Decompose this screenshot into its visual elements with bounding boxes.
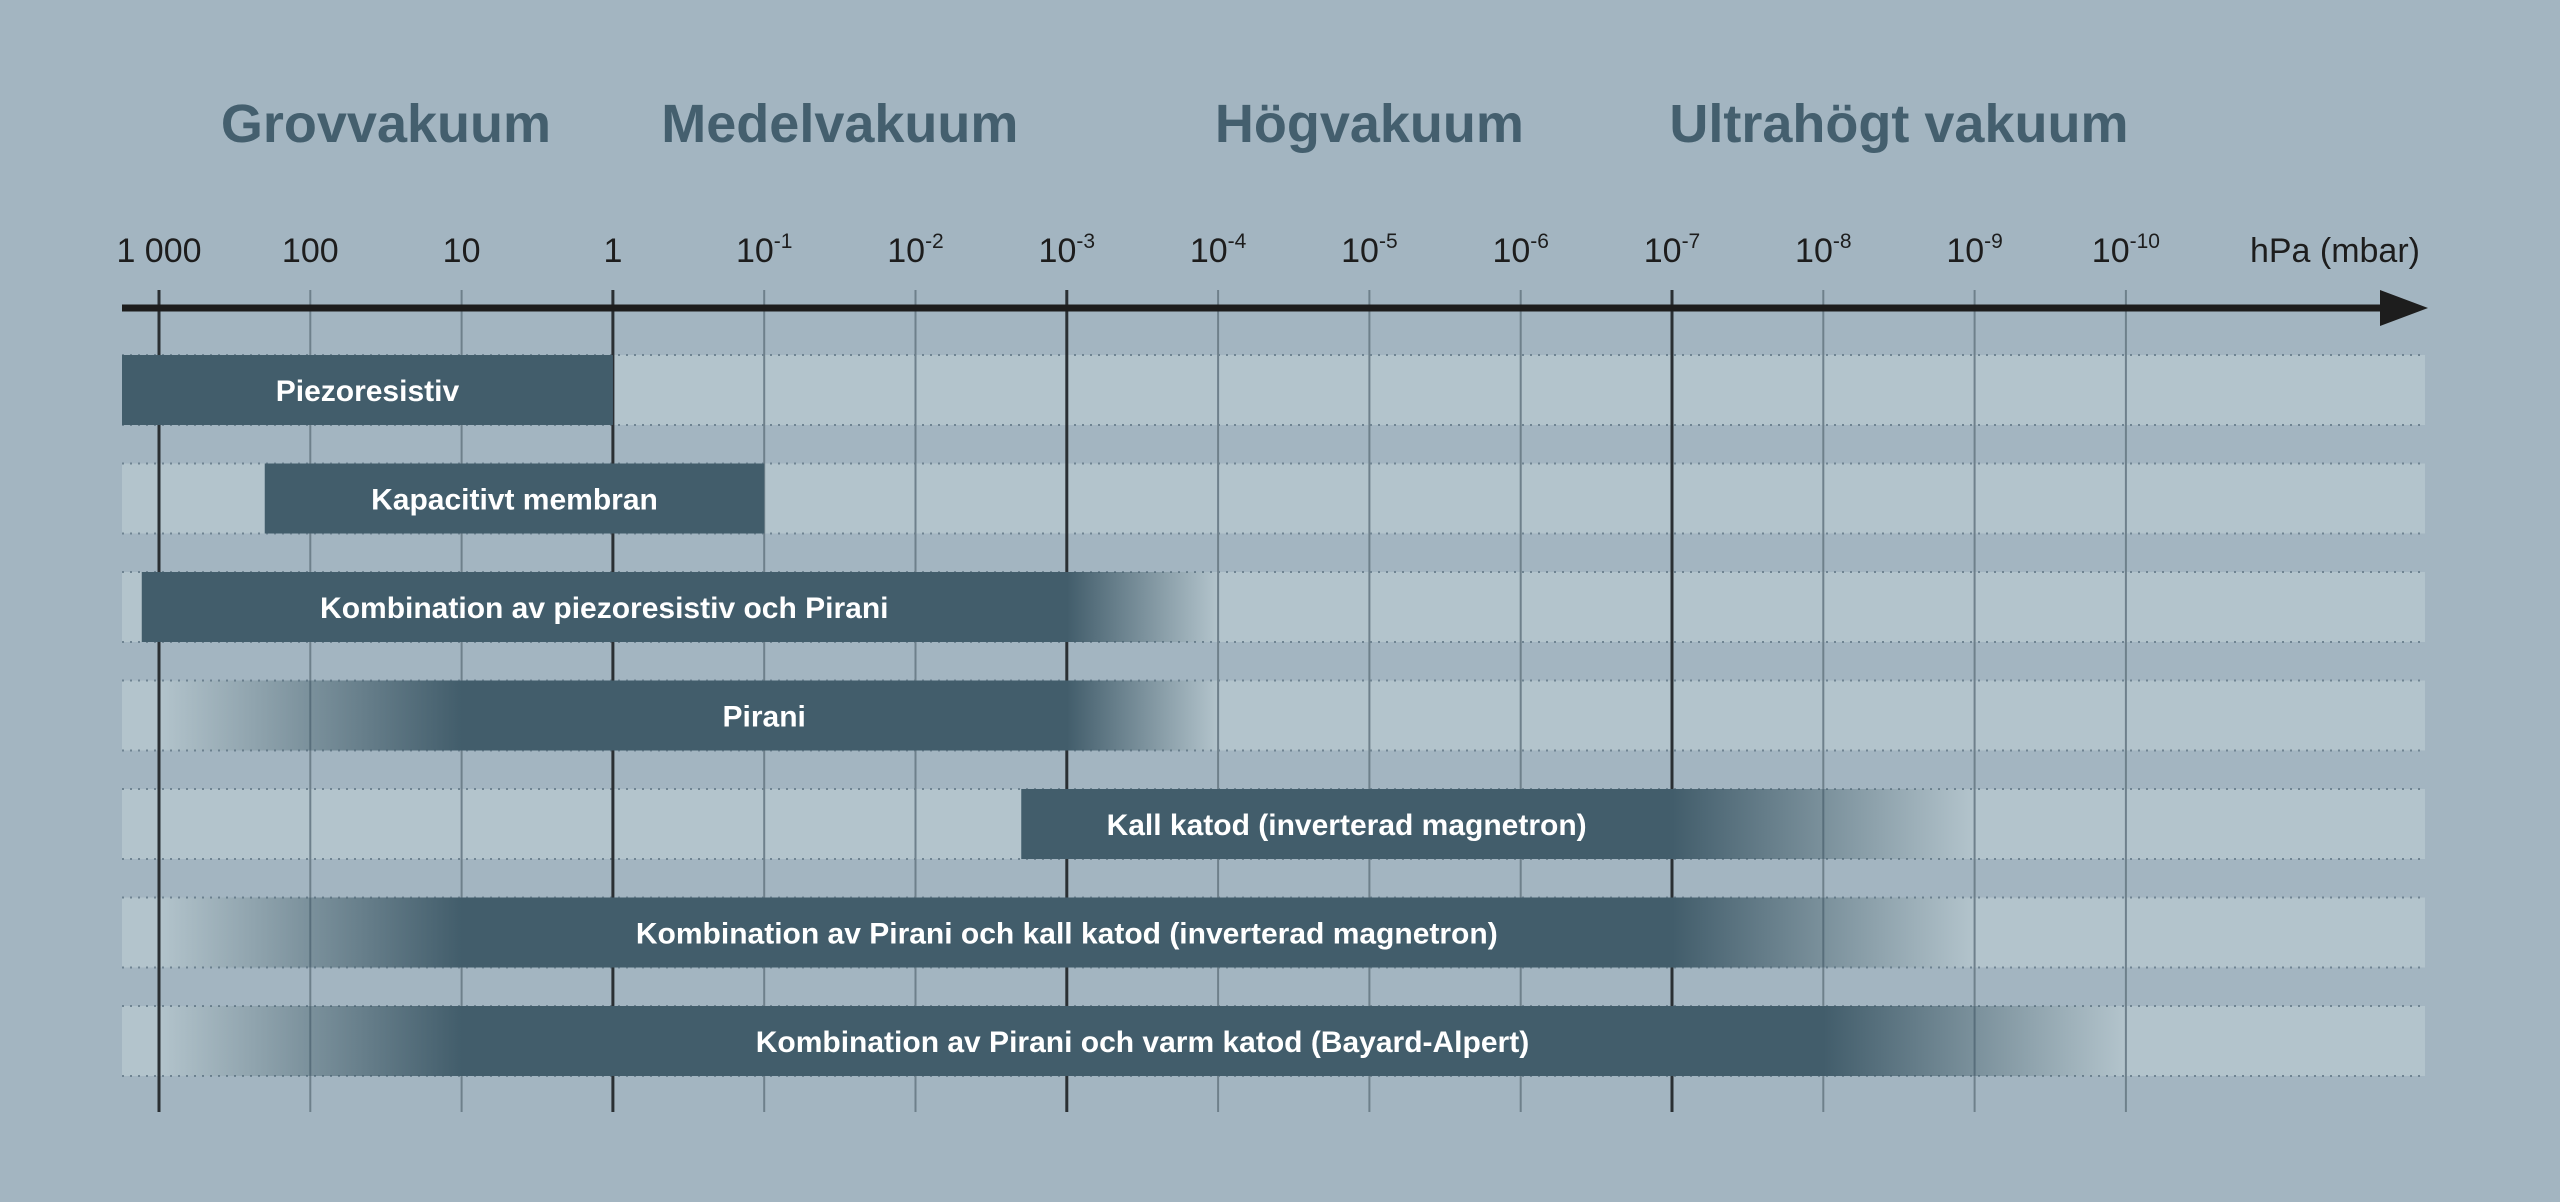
bar-label: Piezoresistiv	[275, 375, 460, 408]
bar	[159, 681, 1218, 751]
tick-label-exponent: -5	[1378, 230, 1398, 253]
tick-label-base: 10	[1946, 232, 1985, 270]
tick-label-exponent: -2	[925, 230, 944, 253]
bar-label: Kall katod (inverterad magnetron)	[1106, 809, 1587, 842]
tick-label-exponent: -9	[1984, 230, 2003, 253]
tick-label-exponent: -1	[773, 230, 793, 253]
tick-label-base: 10	[1341, 232, 1379, 270]
tick-label-base: 1 000	[116, 232, 202, 270]
region-label: Grovvakuum	[220, 94, 552, 154]
bar-label: Kombination av Pirani och kall katod (inverterad magnetron)	[635, 917, 1498, 951]
tick-label	[282, 232, 339, 270]
x-axis-arrow	[2380, 290, 2428, 326]
tick-labels	[116, 230, 2160, 270]
tick-label	[1341, 230, 1398, 270]
tick-label-base: 10	[442, 232, 481, 270]
tick-label-base: 10	[1189, 232, 1228, 270]
tick-label	[887, 230, 944, 270]
tick-label-exponent: -6	[1530, 230, 1549, 253]
tick-label	[1492, 230, 1549, 270]
tick-label	[443, 232, 481, 270]
tick-label-exponent: -4	[1227, 230, 1247, 253]
tick-label	[1946, 230, 2003, 270]
tick-label-base: 10	[1643, 232, 1682, 270]
tick-label	[1039, 230, 1096, 270]
bar-label: Kombination av Pirani och varm katod (Bayard-Alpert)	[755, 1026, 1530, 1059]
tick-label-base: 10	[887, 232, 926, 270]
region-label: Medelvakuum	[661, 94, 1019, 154]
tick-label-base: 100	[281, 232, 339, 270]
tick-label-exponent: -10	[2129, 230, 2160, 253]
tick-label-base: 10	[1492, 232, 1531, 270]
tick-label-exponent: -3	[1076, 230, 1096, 253]
tick-label-base: 1	[603, 232, 623, 270]
tick-label	[116, 232, 201, 270]
region-label: Högvakuum	[1214, 94, 1524, 154]
region-label: Ultrahögt vakuum	[1669, 94, 2129, 154]
tick-label	[736, 230, 793, 270]
tick-label	[1795, 230, 1852, 270]
region-labels	[221, 94, 2129, 154]
tick-label	[2092, 230, 2160, 270]
tick-label	[1190, 230, 1247, 270]
tick-label-base: 10	[735, 232, 774, 270]
tick-label-exponent: -8	[1832, 230, 1852, 253]
tick-label-base: 10	[1795, 232, 1833, 270]
bar-label: Pirani	[722, 700, 806, 734]
tick-label-exponent: -7	[1681, 230, 1701, 253]
tick-label	[1644, 230, 1701, 270]
x-axis-unit-label: hPa (mbar)	[2249, 232, 2420, 270]
bar-label: Kapacitivt membran	[371, 483, 658, 517]
bar-label: Kombination av piezoresistiv och Pirani	[320, 592, 889, 625]
tick-label-base: 10	[1038, 232, 1077, 270]
tick-label	[603, 232, 622, 270]
tick-label-base: 10	[2091, 232, 2130, 270]
